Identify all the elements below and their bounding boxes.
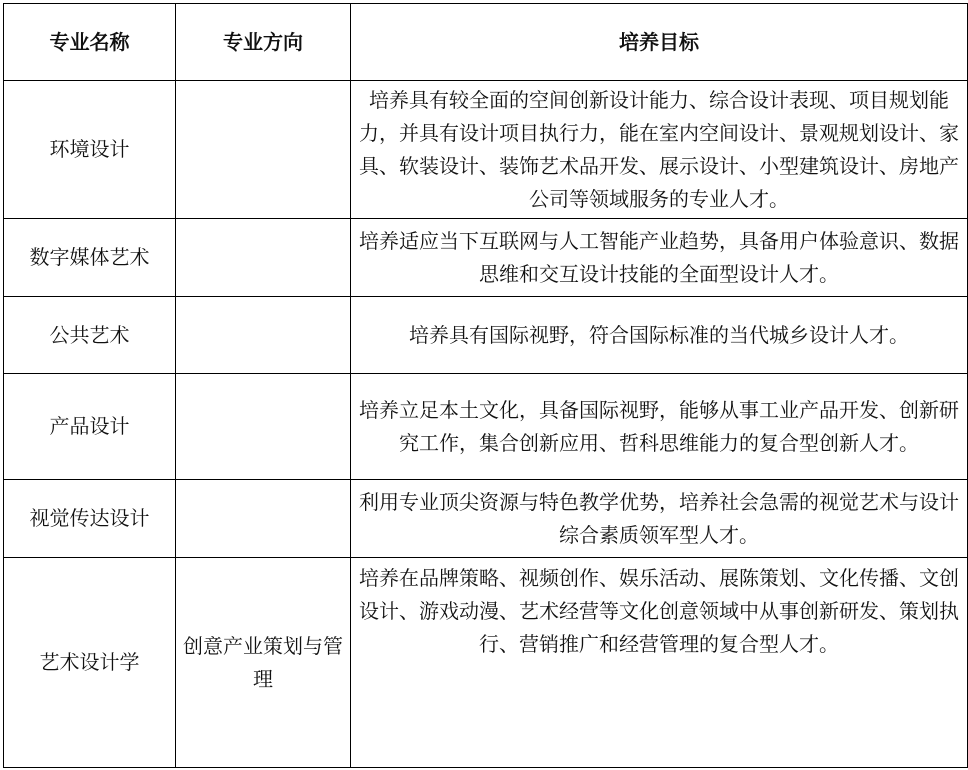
table-row bbox=[4, 297, 968, 374]
major-name-cell: 产品设计 bbox=[4, 374, 176, 480]
training-goal-cell: 利用专业顶尖资源与特色教学优势，培养社会急需的视觉艺术与设计综合素质领军型人才。 bbox=[351, 480, 968, 558]
header-major-direction: 专业方向 bbox=[176, 4, 351, 81]
training-goal-cell: 培养适应当下互联网与人工智能产业趋势，具备用户体验意识、数据思维和交互设计技能的全面型设计人才。 bbox=[351, 219, 968, 297]
table-row bbox=[4, 219, 968, 297]
major-direction-cell bbox=[176, 81, 351, 219]
major-direction-cell bbox=[176, 374, 351, 480]
major-direction-cell bbox=[176, 297, 351, 374]
majors-table bbox=[3, 3, 968, 768]
header-row bbox=[4, 4, 968, 81]
major-direction-cell: 创意产业策划与管理 bbox=[176, 558, 351, 768]
training-goal-cell: 培养具有较全面的空间创新设计能力、综合设计表现、项目规划能力，并具有设计项目执行力，能在室内空间设计、景观规划设计、家具、软装设计、装饰艺术品开发、展示设计、小型建筑设计、房地产公司等领域服务的专业人才。 bbox=[351, 81, 968, 219]
header-major-name: 专业名称 bbox=[4, 4, 176, 81]
training-goal-cell: 培养在品牌策略、视频创作、娱乐活动、展陈策划、文化传播、文创设计、游戏动漫、艺术经营等文化创意领域中从事创新研发、策划执行、营销推广和经营管理的复合型人才。 bbox=[351, 558, 968, 768]
major-name-cell: 艺术设计学 bbox=[4, 558, 176, 768]
major-direction-cell bbox=[176, 480, 351, 558]
major-name-cell: 环境设计 bbox=[4, 81, 176, 219]
major-name-cell: 公共艺术 bbox=[4, 297, 176, 374]
training-goal-cell: 培养具有国际视野，符合国际标准的当代城乡设计人才。 bbox=[351, 297, 968, 374]
major-direction-cell bbox=[176, 219, 351, 297]
header-training-goal: 培养目标 bbox=[351, 4, 968, 81]
table-row bbox=[4, 374, 968, 480]
table-row bbox=[4, 480, 968, 558]
major-name-cell: 视觉传达设计 bbox=[4, 480, 176, 558]
training-goal-cell: 培养立足本土文化，具备国际视野，能够从事工业产品开发、创新研究工作，集合创新应用、哲科思维能力的复合型创新人才。 bbox=[351, 374, 968, 480]
table-row bbox=[4, 81, 968, 219]
table-row bbox=[4, 558, 968, 768]
major-name-cell: 数字媒体艺术 bbox=[4, 219, 176, 297]
